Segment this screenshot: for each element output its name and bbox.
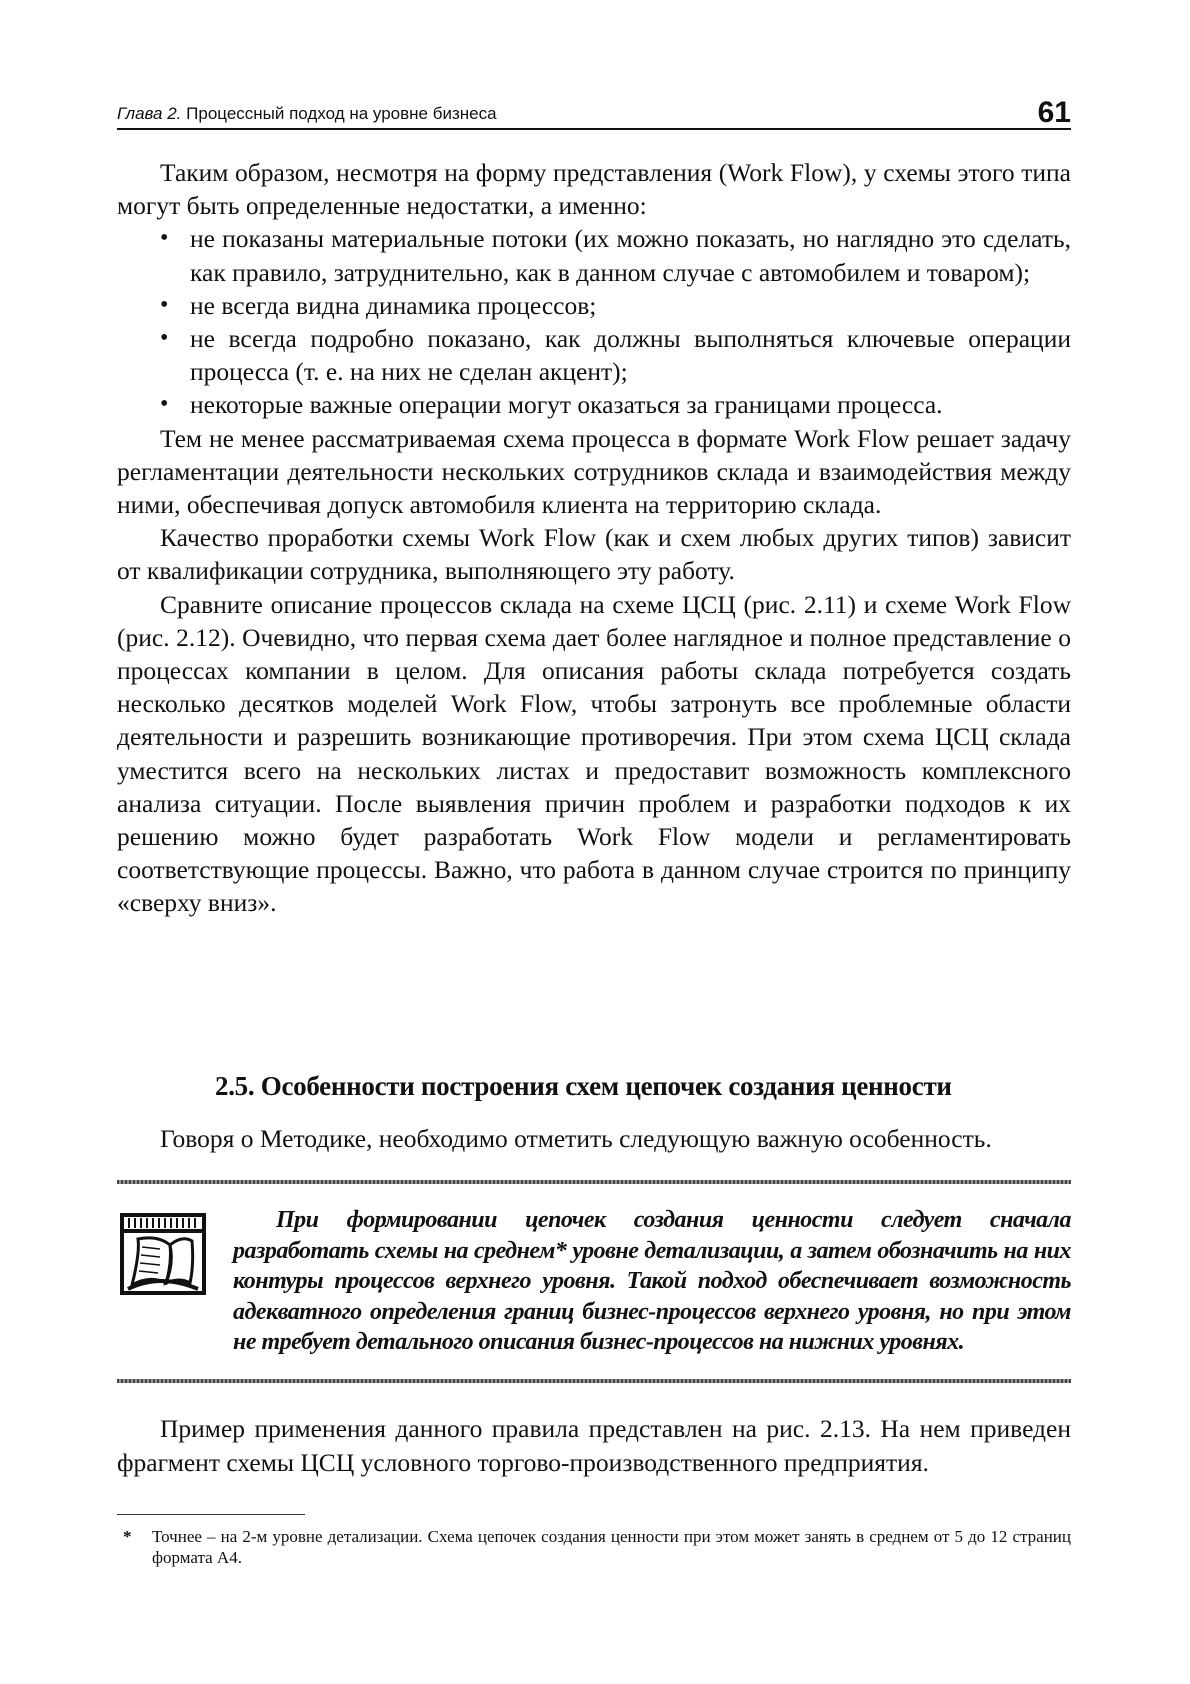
paragraph: Пример применения данного правила представлен на рис. 2.13. На нем приведен фрагмент схемы ЦСЦ условного торгово-производственного предприятия.	[117, 1414, 1071, 1477]
section-intro: Говоря о Методике, необходимо отметить следующую важную особенность.	[160, 1124, 992, 1153]
paragraph: Таким образом, несмотря на форму представления (Work Flow), у схемы этого типа могут быть определенные недостатки, а именно:	[117, 158, 1071, 221]
paragraph: Тем не менее рассматриваемая схема процесса в формате Work Flow решает задачу регламентации деятельности нескольких сотрудников склада и взаимодействия между ними, обеспечивая допуск автомобиля клиента на территорию склада.	[117, 423, 1071, 520]
callout-bottom-divider	[117, 1379, 1071, 1383]
footnote-marker: *	[123, 1527, 132, 1546]
section-heading: 2.5. Особенности построения схем цепочек создания ценности	[215, 1071, 952, 1101]
chapter-label: Глава 2.	[117, 104, 182, 123]
page-number: 61	[1037, 96, 1071, 129]
footnote-divider	[117, 1514, 305, 1515]
body-text	[117, 156, 1071, 920]
list-item: • некоторые важные операции могут оказаться за границами процесса.	[160, 388, 1071, 421]
paragraph: Качество проработки схемы Work Flow (как и схем любых других типов) зависит от квалификации сотрудника, выполняющего эту работу.	[117, 523, 1071, 586]
callout-top-divider	[117, 1180, 1071, 1184]
post-callout-text	[117, 1412, 1071, 1480]
book-icon	[120, 1213, 206, 1295]
callout-rule-text	[233, 1205, 1071, 1358]
running-header	[117, 98, 1071, 130]
bullet-list	[117, 222, 1071, 421]
footnote-text: Точнее – на 2-м уровне детализации. Схема цепочек создания ценности при этом может занять в среднем от 5 до 12 страниц формата А4.	[152, 1527, 1071, 1567]
list-item: • не всегда подробно показано, как должны выполняться ключевые операции процесса (т. е. на них не сделан акцент);	[160, 322, 1071, 388]
list-item: • не всегда видна динамика процессов;	[160, 289, 1071, 322]
chapter-name: Процессный подход на уровне бизнеса	[186, 104, 497, 123]
callout-paragraph: При формировании цепочек создания ценности следует сначала разработать схемы на среднем* уровне детализации, а затем обозначить на них контуры процессов верхнего уровня. Такой подход обеспечивает возможность адекватного определения границ бизнес-процессов верхнего уровня, но при этом не требует детального описания бизнес-процессов на нижних уровнях.	[233, 1207, 1071, 1355]
chapter-title	[117, 104, 497, 124]
list-item: • не показаны материальные потоки (их можно показать, но наглядно это сделать, как правило, затруднительно, как в данном случае с автомобилем и товаром);	[160, 222, 1071, 288]
footnote	[117, 1526, 1071, 1568]
paragraph: Сравните описание процессов склада на схеме ЦСЦ (рис. 2.11) и схеме Work Flow (рис. 2.12). Очевидно, что первая схема дает более наглядное и полное представление о процессах компании в целом. Для описания работы склада потребуется создать несколько десятков моделей Work Flow, чтобы затронуть все проблемные области деятельности и разрешить возникающие противоречия. При этом схема ЦСЦ склада уместится всего на нескольких листах и предоставит возможность комплексного анализа ситуации. После выявления причин проблем и разработки подходов к их решению можно будет разработать Work Flow модели и регламентировать соответствующие процессы. Важно, что работа в данном случае строится по принципу «сверху вниз».	[117, 589, 1071, 918]
